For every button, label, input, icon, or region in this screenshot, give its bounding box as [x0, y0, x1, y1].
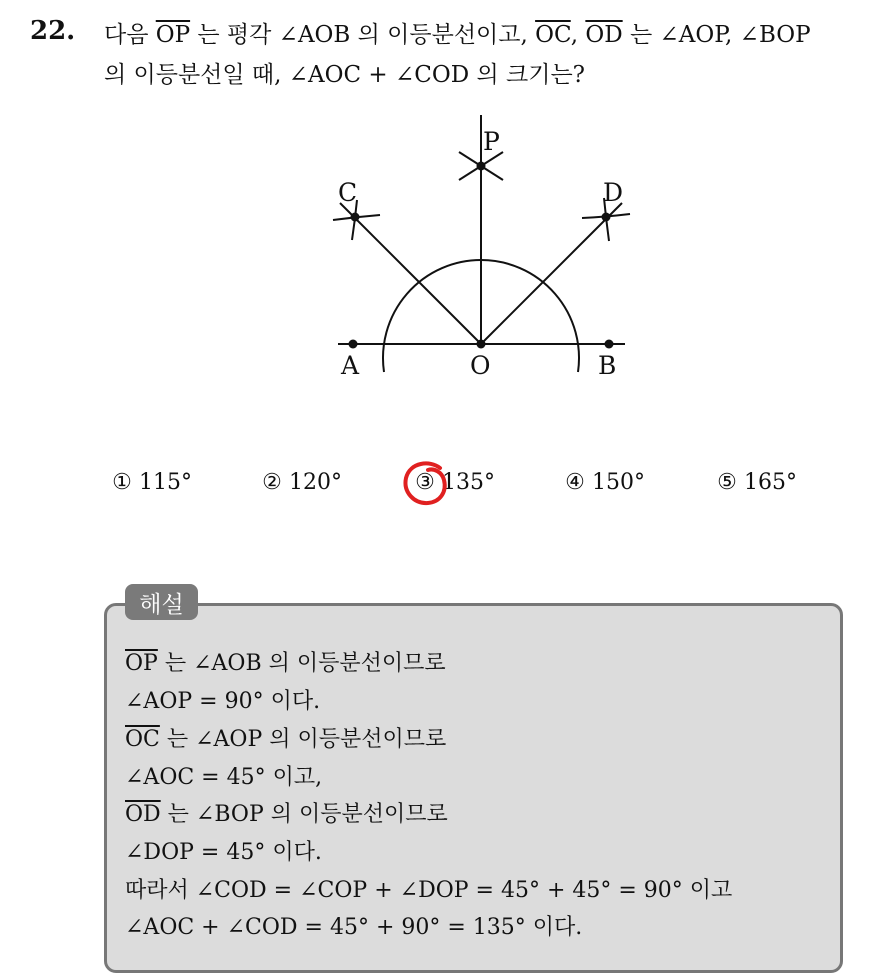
solution-line-7: 따라서 ∠COD = ∠COP + ∠DOP = 45° + 45° = 90° 이고 [125, 878, 733, 903]
segment-od: $\overline{OD}$ [585, 22, 623, 48]
ray-oc [340, 203, 481, 344]
solution-line-4: ∠AOC = 45° 이고, [125, 765, 323, 790]
solution-line-3 [125, 722, 446, 753]
question-text-line2: 의 이등분선일 때, ∠AOC + ∠COD 의 크기는? [104, 62, 585, 88]
point-d [602, 213, 611, 222]
question-number: 22. [30, 16, 76, 46]
choice-1[interactable] [112, 470, 192, 495]
choice-3-mark: ③ [415, 470, 435, 495]
red-circle-stroke [406, 463, 445, 503]
choice-4-text: 150° [592, 470, 645, 495]
question-text-pre: 다음 [104, 22, 156, 48]
choice-3-text: 135° [442, 470, 495, 495]
choice-2-text: 120° [289, 470, 342, 495]
choice-2-mark: ② [262, 470, 282, 495]
solution-segment-oc: $\overline{OC}$ [125, 727, 160, 752]
angle-bisector-figure [0, 0, 884, 440]
solution-line-5 [125, 797, 448, 828]
point-b [605, 340, 614, 349]
choice-4[interactable] [565, 470, 645, 495]
label-o: O [470, 351, 491, 380]
solution-segment-od: $\overline{OD}$ [125, 802, 161, 827]
choice-5[interactable] [717, 470, 797, 495]
point-a [349, 340, 358, 349]
label-d: D [603, 178, 624, 207]
solution-tab: 해설 [125, 584, 198, 620]
ray-od [481, 203, 622, 344]
label-p: P [483, 127, 500, 156]
solution-line-1-text: 는 ∠AOB 의 이등분선이므로 [157, 651, 446, 676]
selected-answer-circle-mark [400, 458, 456, 510]
question-text-mid: 는 평각 ∠AOB 의 이등분선이고, [190, 22, 536, 48]
solution-line-3-text: 는 ∠AOP 의 이등분선이므로 [159, 727, 447, 752]
choice-1-text: 115° [139, 470, 192, 495]
choice-1-mark: ① [112, 470, 132, 495]
solution-line-2: ∠AOP = 90° 이다. [125, 689, 321, 714]
question-text-post: 는 ∠AOP, ∠BOP [622, 22, 811, 48]
solution-segment-op: $\overline{OP}$ [125, 651, 158, 676]
choice-2[interactable] [262, 470, 342, 495]
solution-line-1 [125, 646, 446, 677]
solution-line-6: ∠DOP = 45° 이다. [125, 840, 322, 865]
choice-5-mark: ⑤ [717, 470, 737, 495]
solution-line-8: ∠AOC + ∠COD = 45° + 90° = 135° 이다. [125, 915, 583, 940]
label-c: C [338, 178, 358, 207]
solution-line-5-text: 는 ∠BOP 의 이등분선이므로 [160, 802, 448, 827]
label-a: A [341, 351, 360, 380]
point-p [477, 162, 486, 171]
choice-4-mark: ④ [565, 470, 585, 495]
point-o [477, 340, 486, 349]
choice-5-text: 165° [744, 470, 797, 495]
label-b: B [598, 351, 617, 380]
segment-oc: $\overline{OC}$ [535, 22, 571, 48]
point-c [351, 213, 360, 222]
segment-op: $\overline{OP}$ [155, 22, 191, 48]
question-text-sep: , [570, 22, 586, 48]
